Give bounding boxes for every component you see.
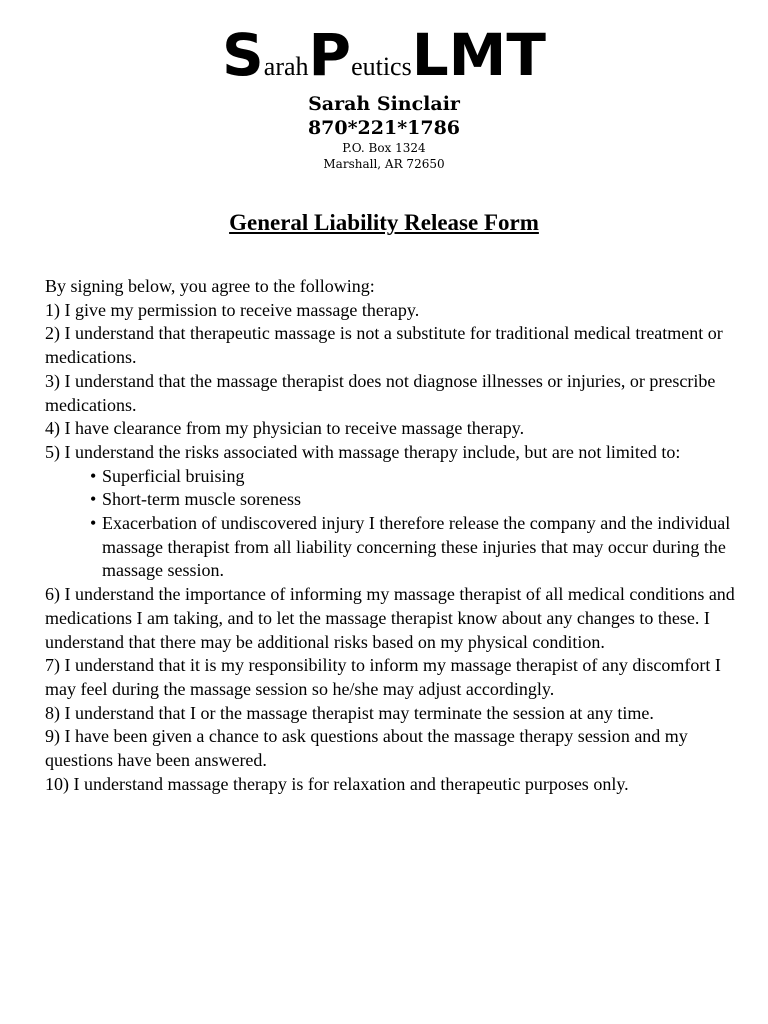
risk-bullet	[45, 512, 735, 583]
intro-text: By signing below, you agree to the following:	[45, 276, 375, 296]
therapist-name: Sarah Sinclair	[308, 93, 460, 115]
phone-number: 870*221*1786	[307, 117, 461, 139]
address-line-1: P.O. Box 1324	[342, 141, 426, 155]
term-item-5: 5) I understand the risks associated with massage therapy include, but are not limited to:	[45, 441, 681, 462]
brand-text-arah: arah	[263, 52, 309, 81]
letterhead	[0, 21, 768, 172]
brand-logo	[0, 21, 768, 89]
risk-bullet-text: Exacerbation of undiscovered injury I therefore release the company and the individual massage therapist from all liability concerning these injuries that may occur during the massage session.	[102, 513, 731, 581]
term-item-6: 6) I understand the importance of informing my massage therapist of all medical conditions and medications I am taking, and to let the massage therapist know about any changes to these. I understand that there may be additional risks based on my physical condition.	[45, 584, 735, 652]
term-item-4: 4) I have clearance from my physician to receive massage therapy.	[45, 418, 525, 439]
risk-bullet-text: Short-term muscle soreness	[102, 489, 301, 510]
bullet-glyph: •	[90, 489, 97, 510]
term-item-3: 3) I understand that the massage therapist does not diagnose illnesses or injuries, or prescribe medications.	[45, 370, 716, 415]
form-title: General Liability Release Form	[229, 210, 539, 235]
brand-suffix-lmt: LMT	[411, 21, 546, 89]
risk-bullet	[45, 465, 735, 489]
bullet-glyph: •	[90, 465, 97, 486]
release-terms	[45, 275, 735, 796]
term-item-9: 9) I have been given a chance to ask questions about the massage therapy session and my questions have been answered.	[45, 726, 688, 771]
brand-initial-p: P	[308, 21, 352, 89]
brand-text-eutics: eutics	[351, 52, 412, 81]
bullet-glyph: •	[90, 513, 97, 534]
term-item-1: 1) I give my permission to receive massage therapy.	[45, 299, 420, 320]
term-item-7: 7) I understand that it is my responsibility to inform my massage therapist of any discomfort I may feel during the massage session so he/she may adjust accordingly.	[45, 655, 721, 699]
term-item-10: 10) I understand massage therapy is for relaxation and therapeutic purposes only.	[45, 773, 629, 794]
risk-bullet-text: Superficial bruising	[102, 465, 245, 486]
risk-bullet	[45, 488, 735, 512]
term-item-8: 8) I understand that I or the massage therapist may terminate the session at any time.	[45, 702, 654, 723]
term-item-2: 2) I understand that therapeutic massage is not a substitute for traditional medical treatment or medications.	[45, 323, 723, 368]
address-line-2: Marshall, AR 72650	[323, 157, 445, 171]
brand-initial-s: S	[222, 21, 264, 89]
